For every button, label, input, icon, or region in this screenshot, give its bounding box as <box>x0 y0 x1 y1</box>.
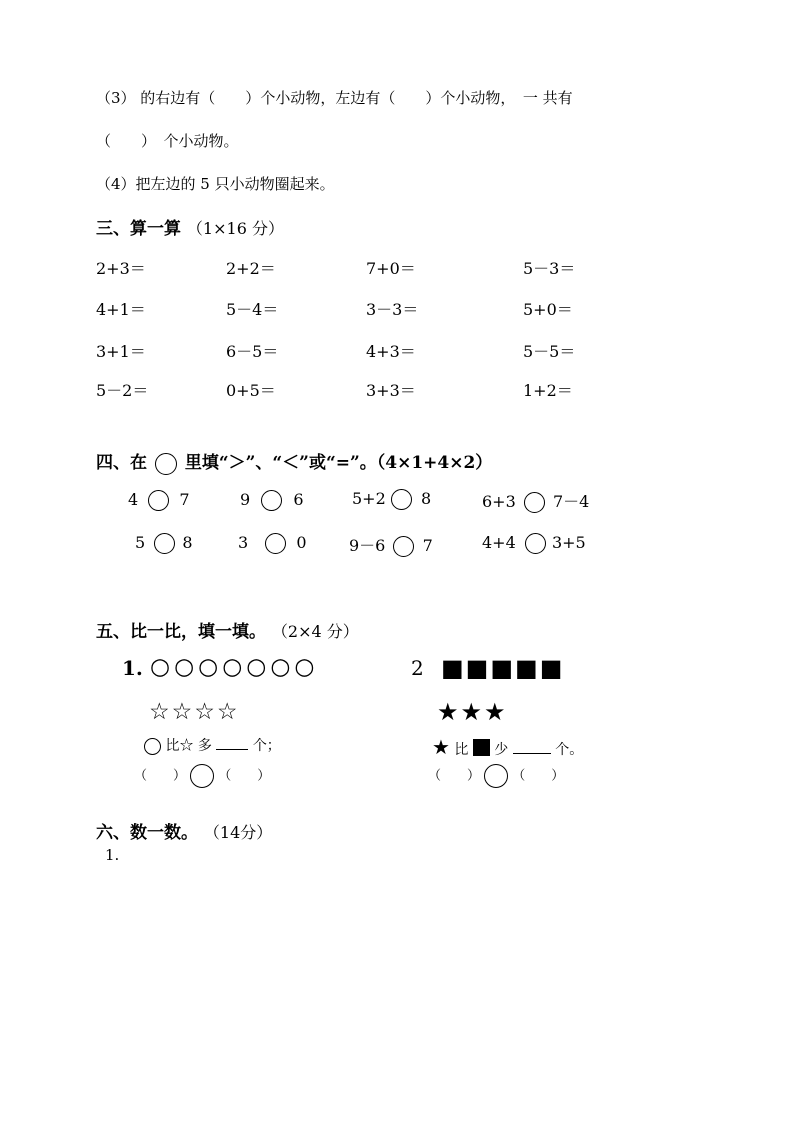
answer-circle[interactable] <box>525 533 546 554</box>
calc-item: 4+3＝ <box>366 342 416 361</box>
part-2-unit: 个。 <box>555 742 584 758</box>
calc-item: 6－5＝ <box>226 342 279 361</box>
black-square-icon <box>473 739 490 756</box>
answer-paren[interactable]: （ ） <box>218 768 271 784</box>
calc-item: 1+2＝ <box>523 381 573 400</box>
compare-right: 8 <box>182 533 193 552</box>
section-6-heading <box>96 818 272 843</box>
answer-circle[interactable] <box>261 490 282 511</box>
black-star-icon: ★ <box>432 735 450 759</box>
compare-right: 7－4 <box>552 492 590 511</box>
section-4-title-b: 里填“＞”、“＜”或“=”。（4×1+4×2） <box>184 453 493 473</box>
compare-left: 9 <box>240 490 251 509</box>
answer-paren[interactable]: （ ） <box>428 768 481 784</box>
part-2-number: 2 <box>411 656 424 680</box>
section-4-title-a: 四、在 <box>96 453 147 473</box>
compare-left: 5+2 <box>352 489 386 508</box>
circle-icon <box>144 738 161 755</box>
compare-left: 6+3 <box>482 492 516 511</box>
calc-item: 5－3＝ <box>523 259 576 278</box>
question-3-line1: （3） 的右边有（ ）个小动物，左边有（ ）个小动物， 一 共有 <box>96 89 573 107</box>
answer-blank[interactable] <box>513 739 551 754</box>
part-1-compare <box>134 764 270 788</box>
compare-right: 7 <box>422 536 433 555</box>
answer-circle[interactable] <box>391 489 412 510</box>
circle-icon <box>155 453 177 475</box>
answer-circle[interactable] <box>393 536 414 557</box>
compare-item <box>352 489 431 510</box>
compare-right: 0 <box>296 533 307 552</box>
part-1-number: 1. <box>122 656 143 680</box>
answer-paren[interactable]: （ ） <box>512 768 565 784</box>
compare-right: 3+5 <box>551 533 586 552</box>
section-5-title: 五、比一比，填一填。 <box>96 622 266 642</box>
compare-item <box>135 533 193 554</box>
part-2-bi-text: 比 <box>454 742 469 758</box>
section-5-score: （2×4 分） <box>271 622 359 641</box>
compare-right: 8 <box>420 489 432 508</box>
calc-item: 5－5＝ <box>523 342 576 361</box>
section-3-heading <box>96 214 284 239</box>
calc-item: 7+0＝ <box>366 259 416 278</box>
compare-item <box>128 490 190 511</box>
question-4: （4）把左边的 5 只小动物圈起来。 <box>96 175 335 193</box>
answer-circle[interactable] <box>154 533 175 554</box>
compare-left: 3 <box>238 533 249 552</box>
compare-right: 7 <box>179 490 190 509</box>
calc-item: 5－4＝ <box>226 300 279 319</box>
answer-circle[interactable] <box>524 492 545 513</box>
compare-left: 4 <box>128 490 139 509</box>
section-6-title: 六、数一数。 <box>96 823 198 843</box>
compare-left: 5 <box>135 533 146 552</box>
calc-item: 2+3＝ <box>96 259 146 278</box>
answer-paren[interactable]: （ ） <box>134 768 187 784</box>
calc-item: 0+5＝ <box>226 381 276 400</box>
section-4-heading <box>96 448 492 475</box>
black-squares-row: ■■■■■ <box>441 654 565 682</box>
calc-item: 3+1＝ <box>96 342 146 361</box>
calc-item: 3－3＝ <box>366 300 419 319</box>
section-3-title: 三、算一算 <box>96 219 181 239</box>
part-1-sentence <box>144 735 281 755</box>
white-stars-row: ☆☆☆☆ <box>149 699 240 725</box>
question-3-line2: （ ） 个小动物。 <box>96 132 239 150</box>
part-2-compare <box>428 764 564 788</box>
part-1-more-text: 比☆ 多 <box>165 738 212 754</box>
answer-circle[interactable] <box>148 490 169 511</box>
part-1-unit: 个； <box>252 738 281 754</box>
compare-right: 6 <box>293 490 304 509</box>
compare-item <box>349 533 433 557</box>
section-6-score: （14分） <box>203 823 273 842</box>
answer-circle[interactable] <box>190 764 214 788</box>
white-circles-row: ○○○○○○○ <box>150 654 319 680</box>
calc-item: 3+3＝ <box>366 381 416 400</box>
calc-item: 5－2＝ <box>96 381 149 400</box>
compare-left: 9－6 <box>349 536 386 555</box>
calc-item: 4+1＝ <box>96 300 146 319</box>
section-5-heading <box>96 617 359 642</box>
part-2-sentence <box>432 735 583 759</box>
answer-blank[interactable] <box>216 735 248 750</box>
calc-item: 5+0＝ <box>523 300 573 319</box>
compare-item <box>238 533 307 554</box>
compare-item <box>482 489 589 513</box>
section-6-item-1: 1. <box>105 846 120 864</box>
black-stars-row: ★★★ <box>437 698 508 726</box>
compare-item <box>240 490 304 511</box>
compare-item <box>482 533 586 554</box>
answer-circle[interactable] <box>265 533 286 554</box>
compare-left: 4+4 <box>482 533 516 552</box>
part-2-less-text: 少 <box>494 742 509 758</box>
calc-item: 2+2＝ <box>226 259 276 278</box>
section-3-score: （1×16 分） <box>186 219 284 238</box>
answer-circle[interactable] <box>484 764 508 788</box>
